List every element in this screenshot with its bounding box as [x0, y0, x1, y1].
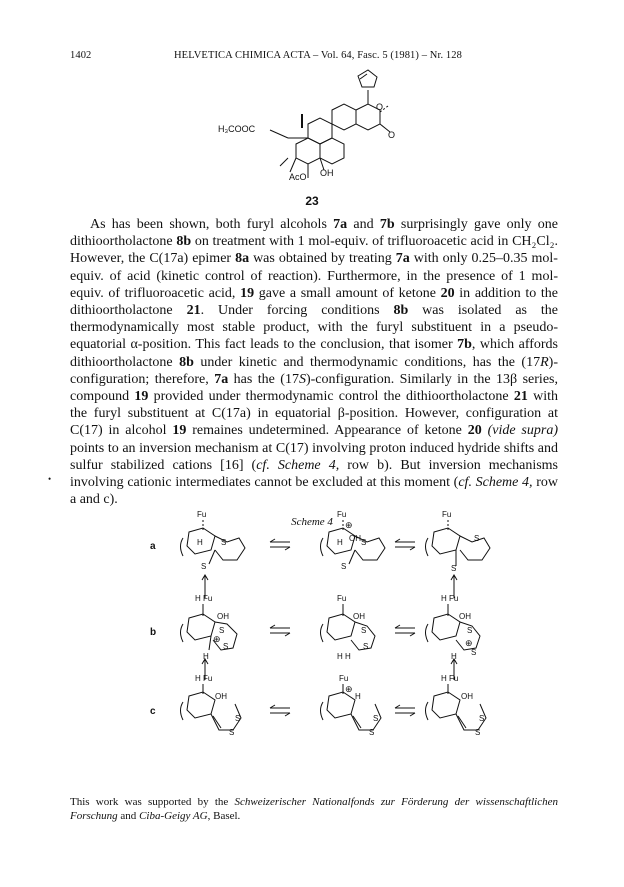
compound-number: 23 [305, 194, 319, 208]
row-c-s-4: S [369, 728, 375, 737]
row-a-s-3: S [361, 538, 367, 547]
ring-o-label: O [376, 102, 384, 112]
row-c-s-6: S [475, 728, 481, 737]
row-a-structures [181, 520, 491, 566]
scheme-title: Scheme 4 [291, 516, 333, 528]
row-b-oh-1: OH [217, 612, 229, 621]
row-c-s-2: S [229, 728, 235, 737]
acknowledgement: This work was supported by the Schweizerischer Nationalfonds zur Förderung der wissenschaftlichen Forschung and Ciba-Geigy AG, Basel. [70, 796, 558, 822]
row-b-plus-3: ⊕ [465, 638, 473, 648]
hydroxyl-label: OH [320, 168, 334, 178]
page-number: 1402 [70, 50, 92, 61]
row-a-s-5: S [474, 534, 480, 543]
scheme-4-diagram [175, 508, 505, 788]
row-b-hfu-3: H Fu [441, 594, 459, 603]
row-b-s-5: S [467, 626, 473, 635]
main-paragraph: As has been shown, both furyl alcohols 7a and 7b surprisingly gave only one dithioortholactone 8b on treatment with 1 mol-equiv. of trifluoroacetic acid in CH₂Cl₂. However, the C(17a) epimer 8a was obtained by treating 7a with only 0.25–0.35 mol-equiv. of acid (kinetic control of reaction). Furthermore, in the presence of 1 mol-equiv. of trifluoroacetic acid, 19 gave a small amount of ketone 20 in addition to the dithioortholactone 21. Under forcing conditions 8b was isolated as the thermodynamically most stable product, with the furyl substituent in a pseudo-equatorial α-position. This fact leads to the conclusion, that isomer 7b, which affords dithioortholactone 8b under kinetic and thermodynamic conditions, has the (17R)-configuration; therefore, 7a has the (17S)-configuration. Similarly in the 13β series, compound 19 provided under thermodynamic control the dithioortholactone 21 with the furyl substituent at C(17a) in equatorial β-position. However, configuration at C(17) in alcohol 19 remaines undetermined. Appearance of ketone 20 (vide supra) points to an inversion mechanism at C(17) involving proton induced hydride shifts and sulfur stabilized cations [16] (cf. Scheme 4, row b). But inversion mechanisms involving cationic intermediates cannot be excluded at this moment (cf. Scheme 4, row a and c). [70, 217, 559, 508]
running-title: HELVETICA CHIMICA ACTA – Vol. 64, Fasc. 5 (1981) – Nr. 128 [174, 50, 462, 61]
compound-23-structure [218, 62, 420, 197]
row-label-b: b [150, 627, 157, 638]
row-c-s-3: S [373, 714, 379, 723]
row-b-oh-3: OH [459, 612, 471, 621]
row-b-s-3: S [361, 626, 367, 635]
row-a-h-1: H [197, 538, 203, 547]
row-b-hfu-1: H Fu [195, 594, 213, 603]
row-b-oh-2: OH [353, 612, 365, 621]
row-a-s-4: S [341, 562, 347, 571]
row-c-plus: ⊕ [345, 684, 353, 694]
ester-label: H₃COOC [218, 124, 256, 134]
row-a-fu-1: Fu [197, 510, 207, 519]
row-b-h-1: H [203, 652, 209, 661]
row-label-c: c [150, 706, 156, 717]
margin-mark: • [48, 474, 52, 484]
row-a-fu-3: Fu [442, 510, 452, 519]
row-label-a: a [150, 541, 156, 552]
row-a-oh: OH [349, 534, 361, 543]
acetate-label: AcO [289, 172, 307, 182]
row-b-s-1: S [219, 626, 225, 635]
row-b-s-6: S [471, 648, 477, 657]
row-b-s-2: S [223, 642, 229, 651]
row-a-fu-2: Fu [337, 510, 347, 519]
carbonyl-o-label: O [388, 130, 396, 140]
row-c-hfu-1: H Fu [195, 674, 213, 683]
row-b-fu-2: Fu [337, 594, 347, 603]
row-a-s-2: S [201, 562, 207, 571]
row-a-plus: ⊕ [345, 520, 353, 530]
row-b-plus-1: ⊕ [213, 634, 221, 644]
row-c-oh-3: OH [461, 692, 473, 701]
row-a-s-1: S [221, 538, 227, 547]
row-c-structures [181, 684, 487, 730]
row-b-h-3: H [451, 652, 457, 661]
row-c-h: H [355, 692, 361, 701]
row-c-oh-1: OH [215, 692, 227, 701]
row-a-s-6: S [451, 564, 457, 573]
row-a-h-2: H [337, 538, 343, 547]
row-c-fu-2: Fu [339, 674, 349, 683]
row-c-s-5: S [479, 714, 485, 723]
row-b-hh: H H [337, 652, 351, 661]
row-c-hfu-3: H Fu [441, 674, 459, 683]
row-c-s-1: S [235, 714, 241, 723]
row-b-s-4: S [363, 642, 369, 651]
